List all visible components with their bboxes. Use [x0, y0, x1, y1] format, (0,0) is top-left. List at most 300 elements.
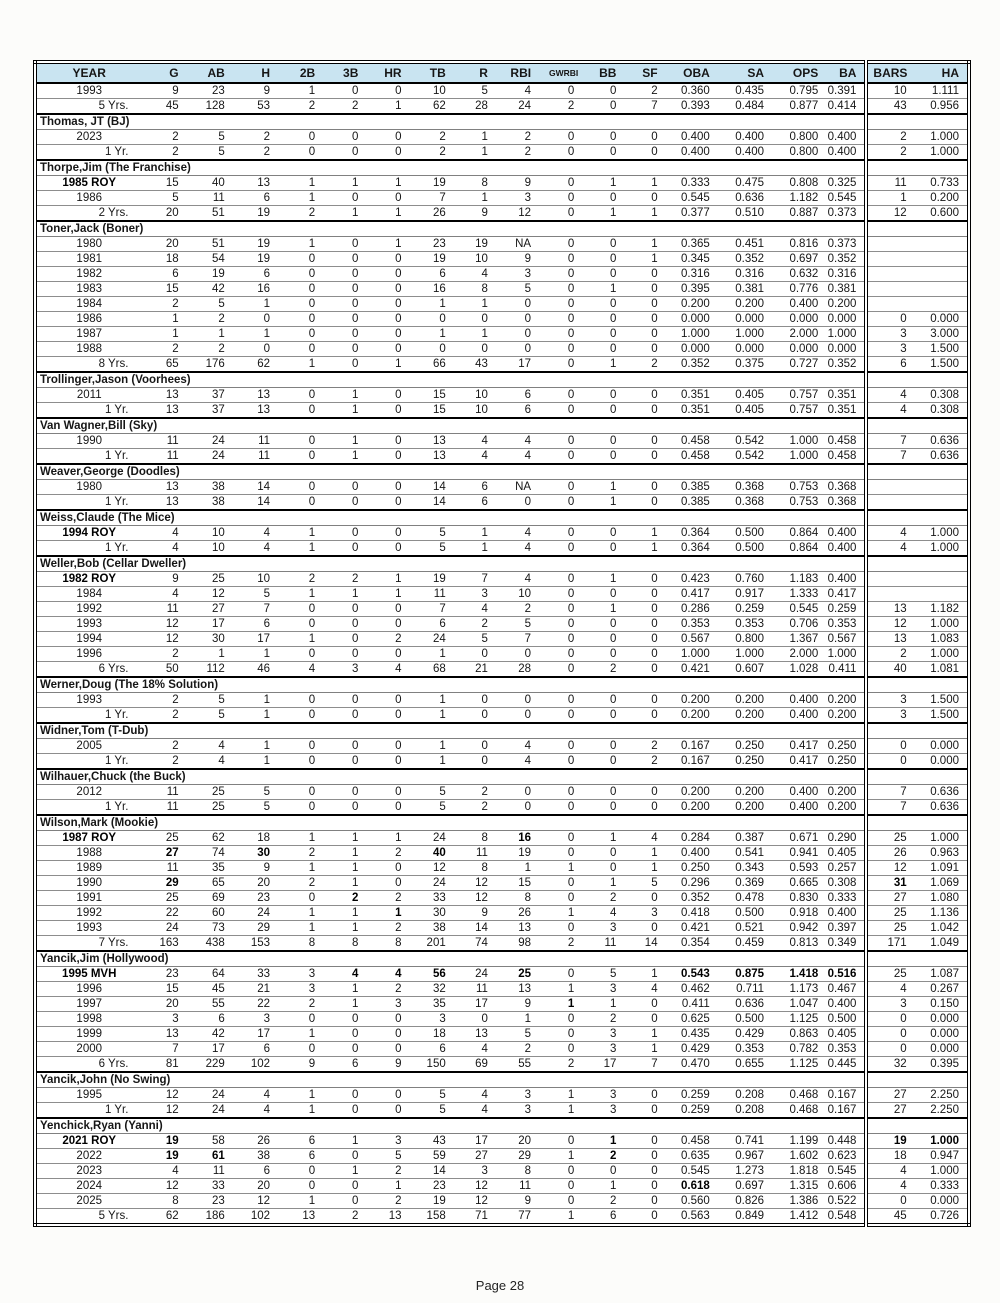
season-year: 1993 — [35, 617, 141, 632]
season-row — [35, 602, 969, 617]
player-name: Wilson,Mark (Mookie) — [35, 815, 866, 831]
stat-hr: 0 — [366, 861, 409, 876]
stat-g: 11 — [141, 449, 186, 465]
stat-g: 2 — [141, 708, 186, 724]
career-total-row — [35, 662, 969, 678]
stat-ops: 0.808 — [772, 176, 826, 191]
stat-gwrbi: 0 — [539, 831, 582, 846]
stat-sf: 2 — [624, 357, 665, 373]
stat-g: 9 — [141, 572, 186, 587]
stat-sf: 0 — [624, 388, 665, 403]
stat-ops: 0.864 — [772, 526, 826, 541]
stat-2b: 0 — [278, 495, 323, 511]
stat-ops: 0.400 — [772, 785, 826, 800]
stat-hr: 5 — [366, 1149, 409, 1164]
page-number: Page 28 — [475, 1278, 525, 1293]
stat-3b: 0 — [323, 526, 366, 541]
stat-hr: 0 — [366, 388, 409, 403]
stat-tb: 0 — [410, 312, 454, 327]
total-label: 1 Yr. — [35, 708, 141, 724]
stat-oba: 0.635 — [666, 1149, 718, 1164]
stat-bb: 1 — [582, 480, 624, 495]
stat-g: 2 — [141, 693, 186, 708]
stat-sa: 0.800 — [718, 632, 772, 647]
stat-ha: 1.000 — [915, 130, 969, 145]
stat-r: 3 — [454, 1164, 496, 1179]
total-label: 1 Yr. — [35, 145, 141, 161]
season-year: 2023 — [35, 130, 141, 145]
stat-ops: 0.671 — [772, 831, 826, 846]
stat-gwrbi: 0 — [539, 1134, 582, 1149]
stat-h: 4 — [233, 1088, 278, 1103]
stat-ops: 1.333 — [772, 587, 826, 602]
ha-spacer — [915, 372, 969, 388]
stat-h: 0 — [233, 312, 278, 327]
stat-sa: 0.387 — [718, 831, 772, 846]
stat-ops: 1.000 — [772, 434, 826, 449]
stat-sf: 2 — [624, 754, 665, 770]
stat-ba: 0.308 — [826, 876, 866, 891]
stat-g: 45 — [141, 99, 186, 115]
stat-rbi: 0 — [496, 785, 539, 800]
stat-hr: 0 — [366, 754, 409, 770]
stat-bars: 3 — [866, 342, 914, 357]
stat-hr: 0 — [366, 403, 409, 419]
stat-ba: 0.405 — [826, 1027, 866, 1042]
stat-tb: 1 — [410, 739, 454, 754]
season-year: 1995 — [35, 1088, 141, 1103]
stat-3b: 1 — [323, 434, 366, 449]
stat-ab: 37 — [187, 388, 233, 403]
stats-sheet — [33, 60, 971, 1227]
player-name: Yancik,John (No Swing) — [35, 1072, 866, 1088]
season-row — [35, 83, 969, 99]
stat-ab: 64 — [187, 967, 233, 982]
stat-rbi: 10 — [496, 587, 539, 602]
ha-spacer — [915, 418, 969, 434]
stat-bars: 0 — [866, 754, 914, 770]
stat-ops: 2.000 — [772, 327, 826, 342]
ha-spacer — [915, 510, 969, 526]
stat-ha: 0.200 — [915, 191, 969, 206]
stat-ba: 0.400 — [826, 526, 866, 541]
season-row — [35, 267, 969, 282]
stat-ba: 0.250 — [826, 754, 866, 770]
season-row — [35, 921, 969, 936]
stat-tb: 13 — [410, 449, 454, 465]
stat-h: 1 — [233, 327, 278, 342]
stat-2b: 3 — [278, 967, 323, 982]
stat-g: 27 — [141, 846, 186, 861]
stat-ab: 2 — [187, 342, 233, 357]
stat-sf: 0 — [624, 1194, 665, 1209]
stat-g: 25 — [141, 831, 186, 846]
total-label: 1 Yr. — [35, 449, 141, 465]
stat-oba: 0.400 — [666, 145, 718, 161]
stat-r: 12 — [454, 876, 496, 891]
stat-sa: 0.000 — [718, 312, 772, 327]
stat-hr: 0 — [366, 1088, 409, 1103]
stat-r: 0 — [454, 693, 496, 708]
stat-g: 8 — [141, 1194, 186, 1209]
stat-sa: 0.655 — [718, 1057, 772, 1073]
stat-r: 2 — [454, 617, 496, 632]
player-section-row — [35, 510, 969, 526]
stat-ha: 1.000 — [915, 617, 969, 632]
stat-sa: 0.259 — [718, 602, 772, 617]
stat-hr: 0 — [366, 876, 409, 891]
stat-h: 20 — [233, 876, 278, 891]
stat-h: 102 — [233, 1209, 278, 1226]
stat-rbi: 16 — [496, 831, 539, 846]
stat-2b: 0 — [278, 403, 323, 419]
stat-bb: 4 — [582, 906, 624, 921]
stat-tb: 19 — [410, 176, 454, 191]
stat-bb: 0 — [582, 754, 624, 770]
stat-hr: 2 — [366, 1164, 409, 1179]
stat-g: 19 — [141, 1149, 186, 1164]
career-total-row — [35, 1057, 969, 1073]
season-row — [35, 327, 969, 342]
stat-ab: 10 — [187, 526, 233, 541]
stat-3b: 0 — [323, 1027, 366, 1042]
stat-bars: 4 — [866, 1179, 914, 1194]
stat-ha: 1.000 — [915, 541, 969, 557]
stat-ba: 0.333 — [826, 891, 866, 906]
player-name: Werner,Doug (The 18% Solution) — [35, 677, 866, 693]
stat-h: 24 — [233, 906, 278, 921]
stat-sf: 0 — [624, 647, 665, 662]
stat-bb: 2 — [582, 662, 624, 678]
stat-ha: 1.136 — [915, 906, 969, 921]
stat-g: 1 — [141, 312, 186, 327]
stat-rbi: 4 — [496, 572, 539, 587]
stat-2b: 0 — [278, 267, 323, 282]
stat-3b: 2 — [323, 1209, 366, 1226]
stat-r: 4 — [454, 267, 496, 282]
ha-spacer — [915, 815, 969, 831]
stat-sa: 0.521 — [718, 921, 772, 936]
stat-gwrbi: 1 — [539, 1209, 582, 1226]
stat-sf: 0 — [624, 327, 665, 342]
ha-spacer — [915, 951, 969, 967]
stat-3b: 0 — [323, 754, 366, 770]
stat-rbi: 4 — [496, 83, 539, 99]
stat-2b: 0 — [278, 388, 323, 403]
stat-oba: 0.395 — [666, 282, 718, 297]
stat-oba: 0.200 — [666, 800, 718, 816]
stat-h: 102 — [233, 1057, 278, 1073]
stat-oba: 0.560 — [666, 1194, 718, 1209]
stat-g: 11 — [141, 785, 186, 800]
stat-2b: 0 — [278, 312, 323, 327]
col-header-bars: BARS — [866, 62, 914, 83]
stat-g: 2 — [141, 647, 186, 662]
season-row — [35, 997, 969, 1012]
stat-hr: 2 — [366, 1194, 409, 1209]
stat-h: 14 — [233, 480, 278, 495]
stat-ba: 0.500 — [826, 1012, 866, 1027]
stat-h: 1 — [233, 297, 278, 312]
stat-3b: 1 — [323, 876, 366, 891]
stat-sa: 0.711 — [718, 982, 772, 997]
stat-rbi: 0 — [496, 800, 539, 816]
stat-gwrbi: 0 — [539, 662, 582, 678]
stat-bb: 1 — [582, 572, 624, 587]
stat-ab: 58 — [187, 1134, 233, 1149]
stat-oba: 0.360 — [666, 83, 718, 99]
stat-rbi: 55 — [496, 1057, 539, 1073]
stat-ha: 0.956 — [915, 99, 969, 115]
season-row — [35, 587, 969, 602]
stat-g: 12 — [141, 617, 186, 632]
stat-ha: 0.308 — [915, 403, 969, 419]
stat-ha: 1.080 — [915, 891, 969, 906]
stat-hr: 0 — [366, 1027, 409, 1042]
stat-h: 17 — [233, 632, 278, 647]
stat-r: 4 — [454, 1088, 496, 1103]
season-row — [35, 891, 969, 906]
stat-g: 15 — [141, 282, 186, 297]
stat-ops: 0.000 — [772, 342, 826, 357]
season-row — [35, 785, 969, 800]
stat-2b: 0 — [278, 708, 323, 724]
stat-sa: 0.849 — [718, 1209, 772, 1226]
stat-g: 22 — [141, 906, 186, 921]
stat-rbi: 0 — [496, 312, 539, 327]
player-section-row — [35, 723, 969, 739]
stat-sf: 0 — [624, 921, 665, 936]
player-section-row — [35, 160, 969, 176]
stat-ha: 1.500 — [915, 357, 969, 373]
stat-bb: 3 — [582, 1088, 624, 1103]
stat-sf: 0 — [624, 267, 665, 282]
stat-bb: 1 — [582, 357, 624, 373]
stat-3b: 0 — [323, 145, 366, 161]
stat-hr: 0 — [366, 785, 409, 800]
stat-ops: 2.000 — [772, 647, 826, 662]
stat-bb: 0 — [582, 617, 624, 632]
stat-bb: 1 — [582, 1134, 624, 1149]
stat-sa: 0.500 — [718, 1012, 772, 1027]
stat-bars — [866, 297, 914, 312]
stat-ha: 1.500 — [915, 693, 969, 708]
stat-ab: 112 — [187, 662, 233, 678]
stat-g: 13 — [141, 1027, 186, 1042]
col-header-ops: OPS — [772, 62, 826, 83]
stat-gwrbi: 0 — [539, 602, 582, 617]
stat-g: 6 — [141, 267, 186, 282]
stat-hr: 0 — [366, 130, 409, 145]
stat-ha: 0.000 — [915, 1042, 969, 1057]
stat-ha: 1.000 — [915, 647, 969, 662]
stat-g: 50 — [141, 662, 186, 678]
stat-sf: 2 — [624, 739, 665, 754]
stat-oba: 0.364 — [666, 541, 718, 557]
stat-hr: 0 — [366, 541, 409, 557]
stat-gwrbi: 0 — [539, 708, 582, 724]
stat-h: 2 — [233, 130, 278, 145]
stat-sf: 1 — [624, 1027, 665, 1042]
stat-h: 30 — [233, 846, 278, 861]
season-year: 1992 — [35, 602, 141, 617]
stat-bars: 26 — [866, 846, 914, 861]
stat-sa: 0.760 — [718, 572, 772, 587]
stat-rbi: 8 — [496, 891, 539, 906]
stat-tb: 26 — [410, 206, 454, 222]
stat-gwrbi: 0 — [539, 403, 582, 419]
stat-oba: 0.400 — [666, 130, 718, 145]
stat-hr: 1 — [366, 831, 409, 846]
season-row — [35, 632, 969, 647]
stat-ba: 0.405 — [826, 846, 866, 861]
stat-bars: 2 — [866, 145, 914, 161]
stat-oba: 0.200 — [666, 785, 718, 800]
stat-3b: 1 — [323, 997, 366, 1012]
stat-bb: 0 — [582, 99, 624, 115]
season-row — [35, 572, 969, 587]
stat-rbi: 4 — [496, 739, 539, 754]
season-row — [35, 1012, 969, 1027]
stat-tb: 7 — [410, 191, 454, 206]
stat-hr: 0 — [366, 526, 409, 541]
stat-ba: 0.623 — [826, 1149, 866, 1164]
stat-h: 33 — [233, 967, 278, 982]
stat-sa: 0.451 — [718, 237, 772, 252]
stat-h: 1 — [233, 647, 278, 662]
stat-sa: 0.636 — [718, 997, 772, 1012]
bars-spacer — [866, 1118, 914, 1134]
stat-sa: 0.826 — [718, 1194, 772, 1209]
stat-rbi: 2 — [496, 130, 539, 145]
stat-ab: 73 — [187, 921, 233, 936]
stat-oba: 0.351 — [666, 403, 718, 419]
stat-rbi: 1 — [496, 1012, 539, 1027]
total-label: 2 Yrs. — [35, 206, 141, 222]
player-section-row — [35, 418, 969, 434]
stat-ab: 23 — [187, 83, 233, 99]
stat-ba: 0.352 — [826, 252, 866, 267]
stat-tb: 1 — [410, 708, 454, 724]
stat-ba: 1.000 — [826, 647, 866, 662]
stat-gwrbi: 0 — [539, 83, 582, 99]
stat-sf: 0 — [624, 145, 665, 161]
stat-ab: 38 — [187, 480, 233, 495]
stat-ops: 1.315 — [772, 1179, 826, 1194]
stat-ba: 0.397 — [826, 921, 866, 936]
stat-r: 74 — [454, 936, 496, 952]
stat-r: 8 — [454, 861, 496, 876]
stat-rbi: 0 — [496, 342, 539, 357]
stat-bb: 0 — [582, 312, 624, 327]
stat-ab: 38 — [187, 495, 233, 511]
season-row — [35, 1088, 969, 1103]
stat-gwrbi: 1 — [539, 861, 582, 876]
stat-r: 1 — [454, 130, 496, 145]
stat-hr: 0 — [366, 647, 409, 662]
season-row — [35, 191, 969, 206]
stat-rbi: 3 — [496, 267, 539, 282]
stat-h: 29 — [233, 921, 278, 936]
stat-oba: 0.567 — [666, 632, 718, 647]
stat-3b: 1 — [323, 831, 366, 846]
stat-h: 10 — [233, 572, 278, 587]
stat-h: 1 — [233, 708, 278, 724]
stat-g: 81 — [141, 1057, 186, 1073]
stat-ops: 0.782 — [772, 1042, 826, 1057]
stat-ab: 55 — [187, 997, 233, 1012]
stat-bars — [866, 267, 914, 282]
stat-3b: 2 — [323, 572, 366, 587]
stat-ops: 0.776 — [772, 282, 826, 297]
stat-ab: 128 — [187, 99, 233, 115]
stat-oba: 0.377 — [666, 206, 718, 222]
stat-ha: 1.069 — [915, 876, 969, 891]
stat-bb: 3 — [582, 921, 624, 936]
stat-bars: 31 — [866, 876, 914, 891]
player-name: Wilhauer,Chuck (the Buck) — [35, 769, 866, 785]
stat-ops: 0.800 — [772, 145, 826, 161]
stat-3b: 0 — [323, 282, 366, 297]
stat-rbi: 20 — [496, 1134, 539, 1149]
stat-h: 18 — [233, 831, 278, 846]
stat-bars: 1 — [866, 191, 914, 206]
stat-oba: 0.000 — [666, 312, 718, 327]
stat-2b: 0 — [278, 693, 323, 708]
stat-r: 2 — [454, 785, 496, 800]
season-row — [35, 831, 969, 846]
stat-ops: 0.468 — [772, 1088, 826, 1103]
player-section-row — [35, 951, 969, 967]
stat-r: 1 — [454, 297, 496, 312]
stat-ha: 0.333 — [915, 1179, 969, 1194]
stat-ab: 438 — [187, 936, 233, 952]
stat-bars — [866, 572, 914, 587]
career-total-row — [35, 1103, 969, 1119]
stat-2b: 1 — [278, 541, 323, 557]
stat-bb: 1 — [582, 282, 624, 297]
stat-hr: 0 — [366, 267, 409, 282]
season-year: 1984 — [35, 587, 141, 602]
stat-sa: 1.000 — [718, 327, 772, 342]
stat-gwrbi: 0 — [539, 1042, 582, 1057]
stat-ba: 0.290 — [826, 831, 866, 846]
stat-ops: 0.400 — [772, 297, 826, 312]
stat-r: 10 — [454, 388, 496, 403]
stat-gwrbi: 1 — [539, 1088, 582, 1103]
stat-r: 5 — [454, 632, 496, 647]
stat-bars — [866, 587, 914, 602]
season-year: 1985 ROY — [35, 176, 141, 191]
stat-ab: 11 — [187, 191, 233, 206]
stat-bb: 0 — [582, 708, 624, 724]
stat-hr: 4 — [366, 967, 409, 982]
stat-oba: 0.167 — [666, 739, 718, 754]
career-total-row — [35, 800, 969, 816]
stat-sa: 0.542 — [718, 449, 772, 465]
stat-ops: 0.757 — [772, 388, 826, 403]
stat-2b: 0 — [278, 327, 323, 342]
stat-ba: 0.200 — [826, 785, 866, 800]
stat-ha: 0.395 — [915, 1057, 969, 1073]
stat-3b: 0 — [323, 252, 366, 267]
stat-ops: 0.400 — [772, 800, 826, 816]
stat-sa: 0.636 — [718, 191, 772, 206]
stat-ha: 0.000 — [915, 1012, 969, 1027]
stat-sf: 1 — [624, 861, 665, 876]
stat-rbi: 29 — [496, 1149, 539, 1164]
stat-3b: 1 — [323, 206, 366, 222]
